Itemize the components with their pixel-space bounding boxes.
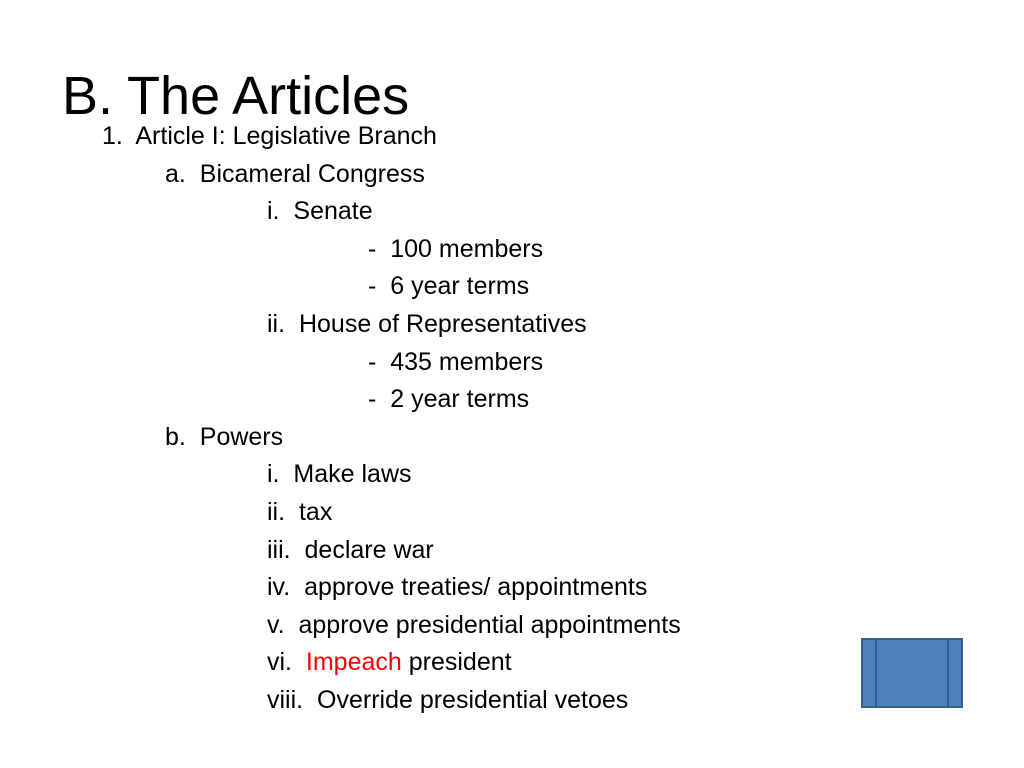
- item-marker: -: [368, 385, 377, 414]
- item-text: 2 year terms: [390, 385, 530, 414]
- item-text: Article I: Legislative Branch: [135, 122, 437, 150]
- item-marker: viii.: [267, 685, 304, 714]
- outline-item-approve-treaties: [0, 569, 681, 607]
- item-marker: i.: [267, 460, 280, 489]
- item-marker: v.: [267, 610, 285, 639]
- item-text: president: [408, 648, 512, 677]
- item-marker: 1.: [102, 122, 123, 150]
- outline-item-senate-terms: [0, 268, 681, 306]
- item-text: Override presidential vetoes: [317, 685, 629, 714]
- item-marker: iv.: [267, 573, 291, 602]
- outline-item-tax: [0, 494, 681, 532]
- item-marker: i.: [267, 197, 280, 226]
- item-marker: -: [368, 234, 377, 263]
- outline-item-approve-appointments: [0, 607, 681, 645]
- outline-item-impeach: [0, 644, 681, 682]
- item-text: 100 members: [390, 234, 544, 263]
- item-marker: a.: [165, 159, 186, 188]
- highlight-text-impeach: Impeach: [305, 648, 402, 677]
- slide-outline: [0, 118, 681, 720]
- outline-item-house-members: [0, 344, 681, 382]
- item-text: approve presidential appointments: [298, 610, 681, 639]
- item-marker: ii.: [267, 497, 286, 526]
- action-button-icon: [875, 640, 877, 706]
- item-text: 435 members: [390, 347, 544, 376]
- item-text: approve treaties/ appointments: [304, 573, 648, 602]
- item-marker: iii.: [267, 535, 291, 564]
- outline-item-house-terms: [0, 381, 681, 419]
- item-text: Make laws: [293, 460, 412, 489]
- outline-item-senate: [0, 193, 681, 231]
- item-text: House of Representatives: [298, 309, 587, 338]
- action-button[interactable]: [861, 638, 963, 708]
- item-text: declare war: [304, 535, 434, 564]
- outline-item-article-1: [0, 118, 681, 156]
- item-marker: b.: [165, 422, 186, 451]
- item-text: Senate: [293, 197, 373, 226]
- outline-item-bicameral-congress: [0, 156, 681, 194]
- outline-item-house: [0, 306, 681, 344]
- item-text: 6 year terms: [390, 272, 530, 301]
- item-text: tax: [298, 497, 333, 526]
- item-text: Bicameral Congress: [199, 159, 425, 188]
- item-marker: -: [368, 272, 377, 301]
- outline-item-powers: [0, 419, 681, 457]
- outline-item-override-vetoes: [0, 682, 681, 720]
- item-marker: -: [368, 347, 377, 376]
- item-marker: ii.: [267, 309, 286, 338]
- item-marker: vi.: [267, 648, 292, 677]
- item-text: Powers: [199, 422, 284, 451]
- action-button-edge: [947, 640, 949, 706]
- outline-item-senate-members: [0, 231, 681, 269]
- outline-item-make-laws: [0, 456, 681, 494]
- slide-title: B. The Articles: [62, 66, 410, 126]
- outline-item-declare-war: [0, 532, 681, 570]
